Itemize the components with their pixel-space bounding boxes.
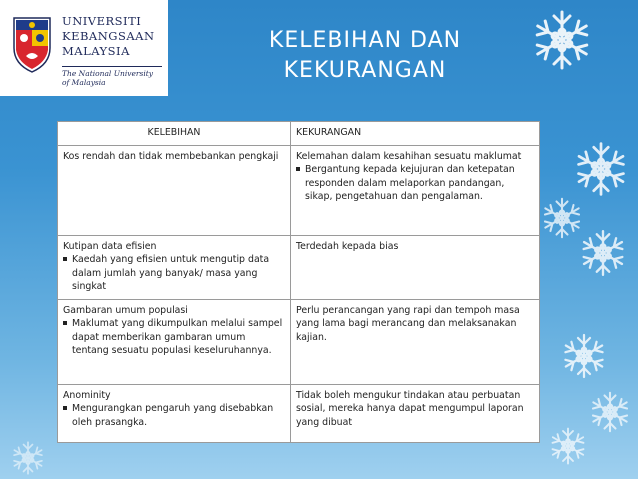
snowflake-icon <box>572 140 630 198</box>
university-name-line: MALAYSIA <box>62 44 130 58</box>
university-logo <box>0 0 168 96</box>
university-subtitle: The National University of Malaysia <box>62 66 162 87</box>
table-cell-kelebihan <box>58 236 291 300</box>
snowflake-icon <box>530 8 594 72</box>
table-cell-kekurangan <box>291 300 540 385</box>
snowflake-icon <box>10 440 46 476</box>
table-row <box>58 146 540 236</box>
university-name-line: UNIVERSITI <box>62 14 142 28</box>
cell-text: Tidak boleh mengukur tindakan atau perbuatan sosial, mereka hanya dapat mengumpul laporan yang dibuat <box>296 390 524 428</box>
university-name <box>62 14 162 59</box>
cell-text: Kelemahan dalam kesahihan sesuatu maklumat <box>296 151 522 162</box>
table-row <box>58 385 540 443</box>
slide-title-line: KEKURANGAN <box>283 58 447 83</box>
comparison-table <box>57 121 540 443</box>
cell-bullet: Maklumat yang dikumpulkan melalui sampel dapat memberikan gambaran umum tentang sesuatu populasi keseluruhannya. <box>63 317 285 357</box>
snowflake-icon <box>548 426 588 466</box>
snowflake-icon <box>588 390 632 434</box>
university-name-line: KEBANGSAAN <box>62 29 155 43</box>
table-cell-kelebihan <box>58 300 291 385</box>
table-cell-kekurangan <box>291 385 540 443</box>
table-cell-kelebihan <box>58 385 291 443</box>
cell-text: Kutipan data efisien <box>63 241 157 252</box>
cell-text: Anominity <box>63 390 111 401</box>
snowflake-icon <box>578 228 628 278</box>
cell-text: Perlu perancangan yang rapi dan tempoh masa yang lama bagi merancang dan melaksanakan kajian. <box>296 305 520 343</box>
table-header-row <box>58 122 540 146</box>
cell-bullet: Kaedah yang efisien untuk mengutip data dalam jumlah yang banyak/ masa yang singkat <box>63 253 285 293</box>
slide-title <box>234 26 496 86</box>
cell-text: Kos rendah dan tidak membebankan pengkaji <box>63 151 279 162</box>
snowflake-icon <box>560 332 608 380</box>
table-cell-kelebihan <box>58 146 291 236</box>
column-header-kekurangan: KEKURANGAN <box>291 122 540 146</box>
table-row <box>58 300 540 385</box>
table-cell-kekurangan <box>291 146 540 236</box>
table-row <box>58 236 540 300</box>
column-header-kelebihan: KELEBIHAN <box>58 122 291 146</box>
cell-bullet: Bergantung kepada kejujuran dan ketepatan responden dalam melaporkan pandangan, sikap, pengetahuan dan pengalaman. <box>296 163 534 203</box>
cell-bullet: Mengurangkan pengaruh yang disebabkan oleh prasangka. <box>63 402 285 429</box>
cell-text: Gambaran umum populasi <box>63 305 188 316</box>
cell-text: Terdedah kepada bias <box>296 241 399 252</box>
slide-title-line: KELEBIHAN DAN <box>268 28 462 53</box>
table-cell-kekurangan <box>291 236 540 300</box>
university-crest-icon <box>10 14 54 74</box>
